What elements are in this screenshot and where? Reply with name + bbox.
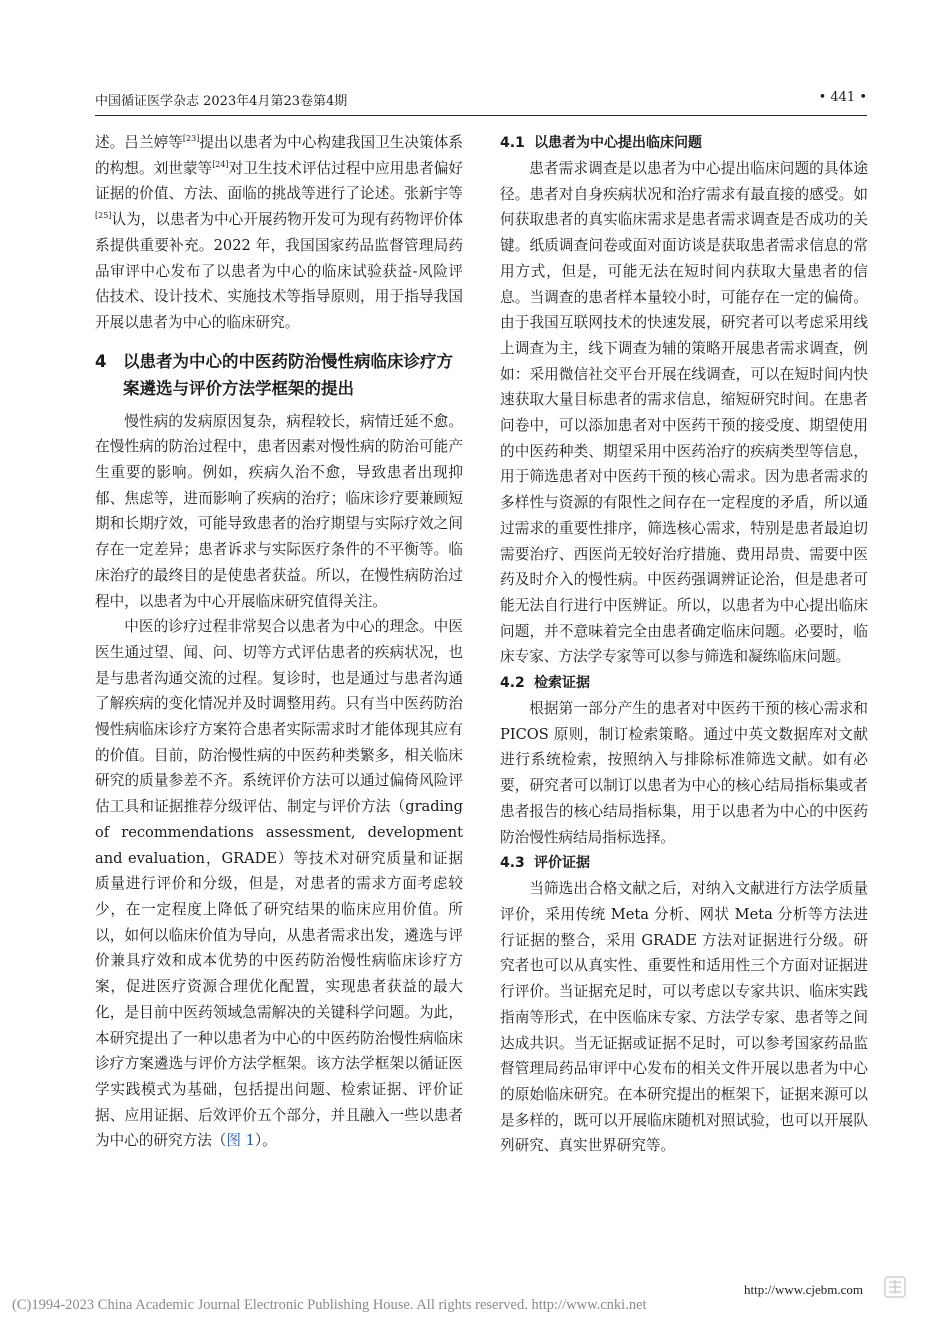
citation-ref-23[interactable]: [23] bbox=[182, 134, 200, 144]
section-4-heading bbox=[95, 348, 463, 402]
journal-url-link[interactable]: http://www.cjebm.com bbox=[743, 1282, 863, 1297]
paragraph-chronic-disease: 慢性病的发病原因复杂，病程较长，病情迁延不愈。在慢性病的防治过程中，患者因素对慢性病的防治可能产生重要的影响。例如，疾病久治不愈，导致患者出现抑郁、焦虑等，进而影响了疾病的治疗；临床诊疗要兼顾短期和长期疗效，可能导致患者的治疗期望与实际疗效之间存在一定差异；患者诉求与实际医疗条件的不平衡等。临床治疗的最终目的是使患者获益。所以，在慢性病防治过程中，以患者为中心开展临床研究值得关注。 bbox=[95, 412, 463, 610]
header-divider bbox=[95, 115, 867, 116]
paragraph-4-3: 当筛选出合格文献之后，对纳入文献进行方法学质量评价，采用传统 Meta 分析、网状 Meta 分析等方法进行证据的整合，采用 GRADE 方法对证据进行分级。研究者也可以从真实性、重要性和适用性三个方面对证据进行评价。当证据充足时，可以考虑以专家共识、临床实践指南等形式，在中医临床专家、方法学专家、患者等之间达成共识。当无证据或证据不足时，可以参考国家药品监督管理局药品审评中心发布的相关文件开展以患者为中心的原始临床研究。在本研究提出的框架下，证据来源可以是多样的，既可以开展临床随机对照试验，也可以开展队列研究、真实世界研究等。 bbox=[500, 880, 868, 1155]
section-4-3-heading: 4.3 评价证据 bbox=[500, 855, 590, 872]
paragraph-4-2: 根据第一部分产生的患者对中医药干预的核心需求和 PICOS 原则，制订检索策略。通过中英文数据库对文献进行系统检索，按照纳入与排除标准筛选文献。如有必要，研究者可以制订以患者为中心的核心结局指标集或者患者报告的核心结局指标集，用于以患者为中心的中医药防治慢性病结局指标选择。 bbox=[500, 700, 868, 846]
running-header bbox=[95, 90, 867, 112]
section-4-1-heading: 4.1 以患者为中心提出临床问题 bbox=[500, 135, 702, 151]
left-column bbox=[95, 130, 463, 1154]
journal-citation: 中国循证医学杂志 2023年4月第23卷第4期 bbox=[95, 94, 348, 109]
citation-ref-24[interactable]: [24] bbox=[212, 159, 229, 169]
publisher-seal-icon bbox=[884, 1276, 906, 1298]
section-4-2-heading: 4.2 检索证据 bbox=[500, 675, 590, 692]
figure-1-link[interactable]: 图 1 bbox=[226, 1132, 255, 1150]
paragraph-4-1: 患者需求调查是以患者为中心提出临床问题的具体途径。患者对自身疾病状况和治疗需求有最直接的感受。如何获取患者的真实临床需求是患者需求调查是否成功的关键。纸质调查问卷或面对面访谈是获取患者需求信息的常用方式，但是，可能无法在短时间内获取大量患者的信息。当调查的患者样本量较小时，可能存在一定的偏倚。由于我国互联网技术的快速发展，研究者可以考虑采用线上调查为主，线下调查为辅的策略开展患者需求调查，例如：采用微信社交平台开展在线调查，可以在短时间内快速获取大量目标患者的需求信息，缩短研究时间。在患者问卷中，可以添加患者对中医药干预的接受度、期望使用的中医药种类、期望采用中医药治疗的疾病类型等信息，用于筛选患者对中医药干预的核心需求。因为患者需求的多样性与资源的有限性之间存在一定程度的矛盾，所以通过需求的重要性排序，筛选核心需求，特别是患者最迫切需要治疗、西医尚无较好治疗措施、费用昂贵、需要中医药及时介入的慢性病。中医药强调辨证论治，但是患者可能无法自行进行中医辨证。所以，以患者为中心提出临床问题，并不意味着完全由患者确定临床问题。必要时，临床专家、方法学专家等可以参与筛选和凝练临床问题。 bbox=[500, 160, 868, 666]
paragraph-intro-continued: 述。吕兰婷等[23]提出以患者为中心构建我国卫生决策体系的构想。刘世蒙等[24]对卫生技术评估过程中应用患者偏好证据的价值、方法、面临的挑战等进行了论述。张新宇等[25]认为，以患者为中心开展药物开发可为现有药物评价体系提供重要补充。2022 年，我国国家药品监督管理局药品审评中心发布了以患者为中心的临床试验获益-风险评估技术、设计技术、实施技术等指导原则，用于指导我国开展以患者为中心的临床研究。 bbox=[95, 134, 463, 331]
section-number: 4 bbox=[95, 351, 107, 371]
copyright-notice: (C)1994-2023 China Academic Journal Electronic Publishing House. All rights reserved. http://www.cnki.net bbox=[12, 1297, 647, 1313]
section-title: 以患者为中心的中医药防治慢性病临床诊疗方案遴选与评价方法学框架的提出 bbox=[123, 351, 453, 398]
page-number: • 441 • bbox=[818, 90, 867, 105]
right-column bbox=[500, 130, 868, 1159]
paragraph-tcm-framework: 中医的诊疗过程非常契合以患者为中心的理念。中医医生通过望、闻、问、切等方式评估患者的疾病状况，也是与患者沟通交流的过程。复诊时，也是通过与患者沟通了解疾病的变化情况并及时调整用药。只有当中医药防治慢性病临床诊疗方案符合患者实际需求时才能体现其应有的价值。目前，防治慢性病的中医药种类繁多，相关临床研究的质量参差不齐。系统评价方法可以通过偏倚风险评估工具和证据推荐分级评估、制定与评价方法（grading of recommendations assessment, development and evaluation，GRADE）等技术对研究质量和证据质量进行评价和分级，但是，对患者的需求方面考虑较少，在一定程度上降低了研究结果的临床应用价值。所以，如何以临床价值为导向，从患者需求出发，遴选与评价兼具疗效和成本优势的中医药防治慢性病临床诊疗方案，促进医疗资源合理优化配置，实现患者获益的最大化，是目前中医药领域急需解决的关键科学问题。为此，本研究提出了一种以患者为中心的中医药防治慢性病临床诊疗方案遴选与评价方法学框架。该方法学框架以循证医学实践模式为基础，包括提出问题、检索证据、评价证据、应用证据、后效评价五个部分，并且融入一些以患者为中心的研究方法（图 1）。 bbox=[95, 618, 463, 1150]
citation-ref-25[interactable]: [25] bbox=[95, 211, 112, 221]
